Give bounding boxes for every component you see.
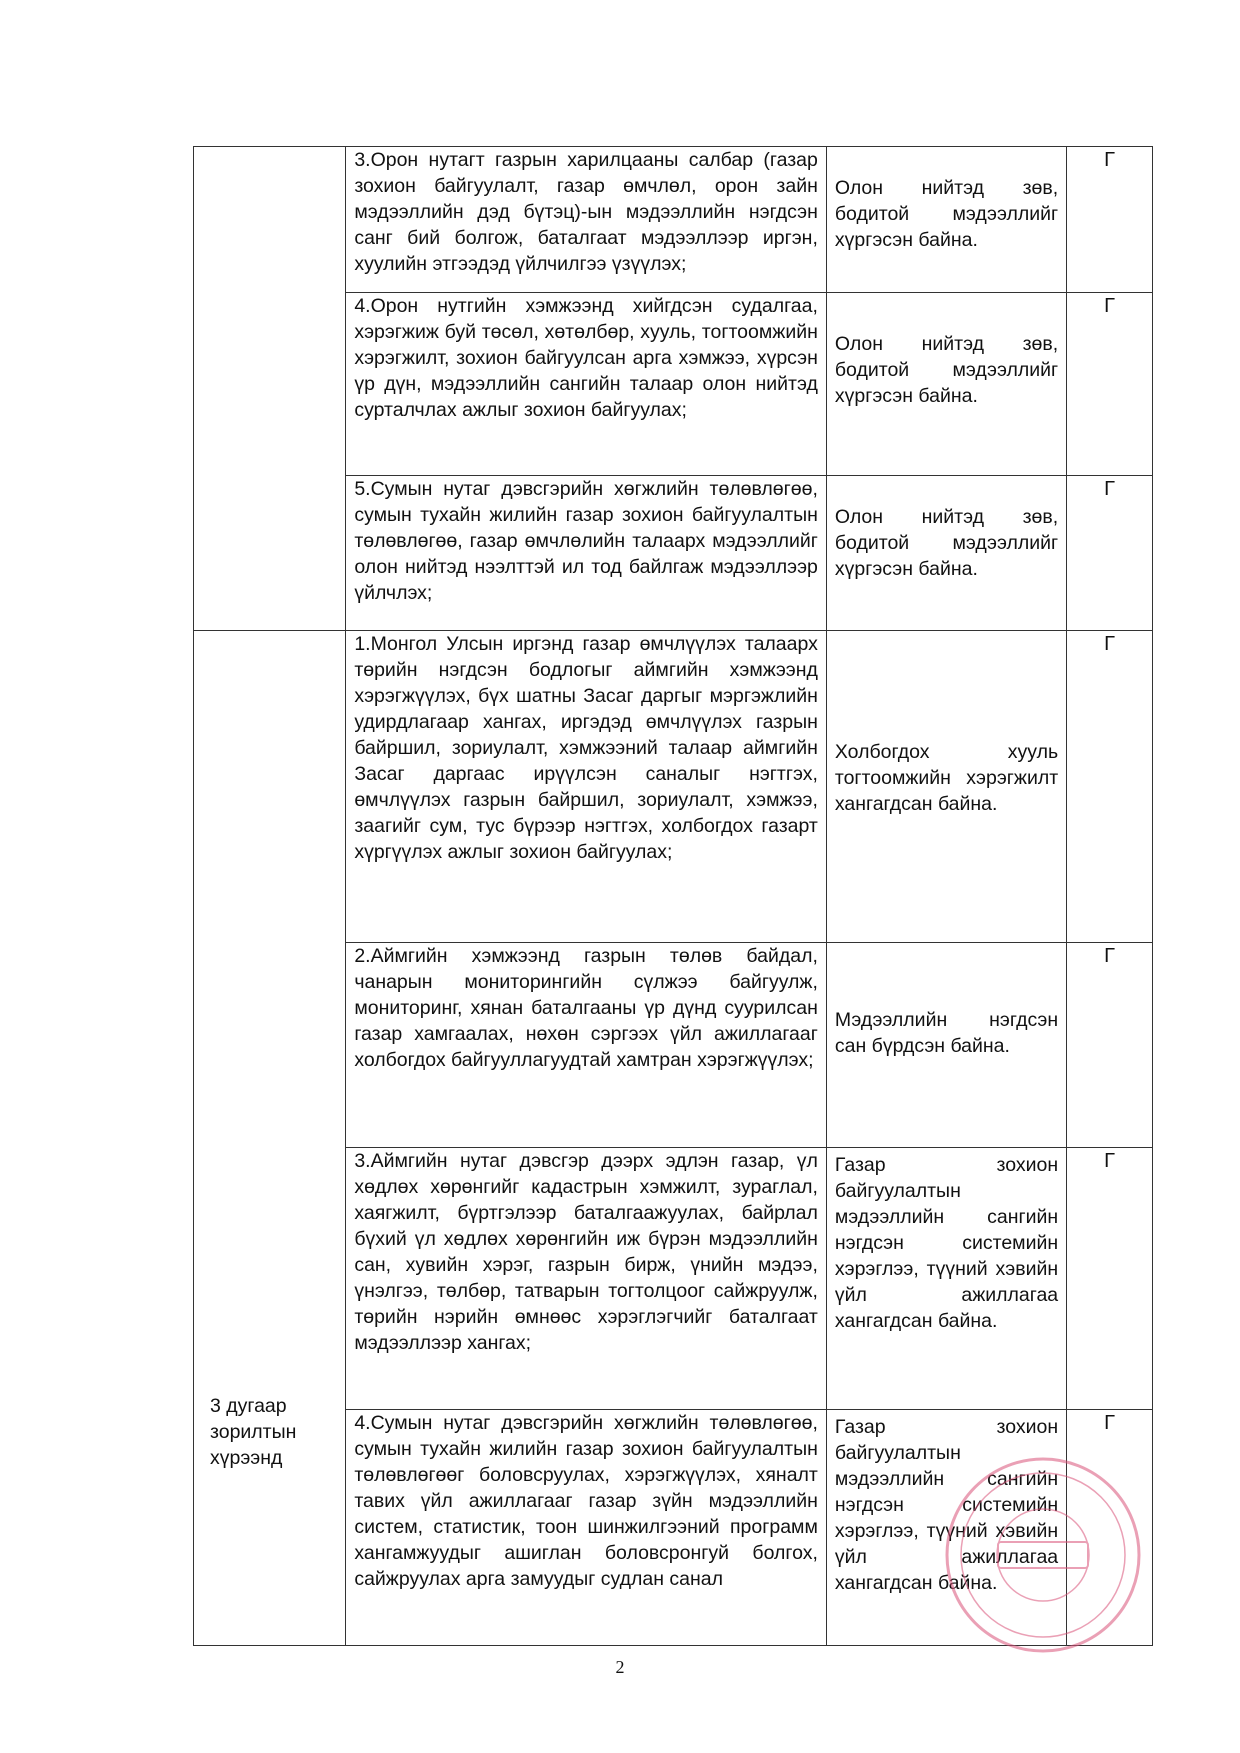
rating-value: Г [1104, 633, 1115, 655]
measure-cell: 1.Монгол Улсын иргэнд газар өмчлүүлэх талаарх төрийн нэгдсэн бодлогыг аймгийн хэмжээнд хэрэгжүүлэх, бүх шатны Засаг даргыг мэргэжлийн удирдлагаар хангах, иргэдэд өмчлүүлэх газрын байршил, зориулалт, хэмжээний талаар аймгийн Засаг даргаас ирүүлсэн саналыг нэгтгэх, өмчлүүлэх газрын байршил, зориулалт, хэмжээ, заагийг сум, тус бүрээр нэгтгэх, холбогдох газарт хүргүүлэх ажлыг зохион байгуулах; [346, 631, 827, 943]
rating-cell [1067, 147, 1153, 293]
measure-cell: 2.Аймгийн хэмжээнд газрын төлөв байдал, чанарын мониторингийн сүлжээ байгуулж, мониторинг, хянан баталгааны үр дүнд суурилсан газар хамгаалах, нөхөн сэргээх үйл ажиллагааг холбогдох байгууллагуудтай хамтран хэрэгжүүлэх; [346, 943, 827, 1148]
section-label: 3 дугаар зорилтын хүрээнд [210, 1395, 297, 1469]
result-cell: Газар зохион байгуулалтын мэдээллийн сангийн нэгдсэн системийн хэрэглээ, түүний хэвийн үйл ажиллагаа хангагдсан байна. [826, 1148, 1066, 1410]
rating-cell [1067, 1148, 1153, 1410]
result-cell: Газар зохион байгуулалтын мэдээллийн сангийн нэгдсэн системийн хэрэглээ, түүний хэвийн үйл ажиллагаа хангагдсан байна. [826, 1410, 1066, 1646]
section-cell [194, 631, 346, 1646]
rating-cell [1067, 476, 1153, 631]
rating-value: Г [1104, 945, 1115, 967]
measure-cell: 4.Орон нутгийн хэмжээнд хийгдсэн судалгаа, хэрэгжиж буй төсөл, хөтөлбөр, хууль, тогтоомжийн хэрэгжилт, зохион байгуулсан арга хэмжээ, хүрсэн үр дүн, мэдээллийн сангийн талаар олон нийтэд сурталчлах ажлыг зохион байгуулах; [346, 293, 827, 476]
rating-cell [1067, 943, 1153, 1148]
page-number: 2 [615, 1657, 625, 1677]
rating-cell [1067, 293, 1153, 476]
table-row [194, 147, 1153, 293]
result-cell: Мэдээллийн нэгдсэн сан бүрдсэн байна. [826, 943, 1066, 1148]
rating-value: Г [1104, 1412, 1115, 1434]
rating-cell [1067, 631, 1153, 943]
measure-cell: 4.Сумын нутаг дэвсгэрийн хөгжлийн төлөвлөгөө, сумын тухайн жилийн газар зохион байгуулалтын төлөвлөгөөг боловсруулах, хэрэгжүүлэх, хяналт тавих үйл ажиллагааг газар зүйн мэдээллийн систем, статистик, тоон шинжилгээний программ хангамжуудыг ашиглан боловсронгуй болгох, сайжруулах арга замуудыг судлан санал [346, 1410, 827, 1646]
measure-cell: 5.Сумын нутаг дэвсгэрийн хөгжлийн төлөвлөгөө, сумын тухайн жилийн газар зохион байгуулалтын төлөвлөгөө, газар өмчлөлийн талаарх мэдээллийг олон нийтэд нээлттэй ил тод байлгаж мэдээллээр үйлчлэх; [346, 476, 827, 631]
measure-cell: 3.Аймгийн нутаг дэвсгэр дээрх эдлэн газар, үл хөдлөх хөрөнгийг кадастрын хэмжилт, зураглал, хаягжилт, бүртгэлээр баталгаажуулах, байрлал бүхий үл хөдлөх хөрөнгийн иж бүрэн мэдээллийн сан, хувийн хэрэг, газрын бирж, үнийн мэдээ, үнэлгээ, төлбөр, татварын тогтолцоог сайжруулж, төрийн нэрийн өмнөөс хэрэглэгчийг баталгаат мэдээллээр хангах; [346, 1148, 827, 1410]
result-cell: Олон нийтэд зөв, бодитой мэдээллийг хүргэсэн байна. [826, 476, 1066, 631]
rating-value: Г [1104, 149, 1115, 171]
table-row [194, 631, 1153, 943]
rating-value: Г [1104, 295, 1115, 317]
section-cell-empty [194, 147, 346, 631]
rating-value: Г [1104, 1150, 1115, 1172]
rating-cell [1067, 1410, 1153, 1646]
rating-value: Г [1104, 478, 1115, 500]
evaluation-table [193, 146, 1153, 1646]
result-cell: Олон нийтэд зөв, бодитой мэдээллийг хүргэсэн байна. [826, 293, 1066, 476]
result-cell: Олон нийтэд зөв, бодитой мэдээллийг хүргэсэн байна. [826, 147, 1066, 293]
measure-cell: 3.Орон нутагт газрын харилцааны салбар (газар зохион байгуулалт, газар өмчлөл, орон зайн мэдээллийн дэд бүтэц)-ын мэдээллийн нэгдсэн санг бий болгож, баталгаат мэдээллээр иргэн, хуулийн этгээдэд үйлчилгээ үзүүлэх; [346, 147, 827, 293]
result-cell: Холбогдох хууль тогтоомжийн хэрэгжилт хангагдсан байна. [826, 631, 1066, 943]
